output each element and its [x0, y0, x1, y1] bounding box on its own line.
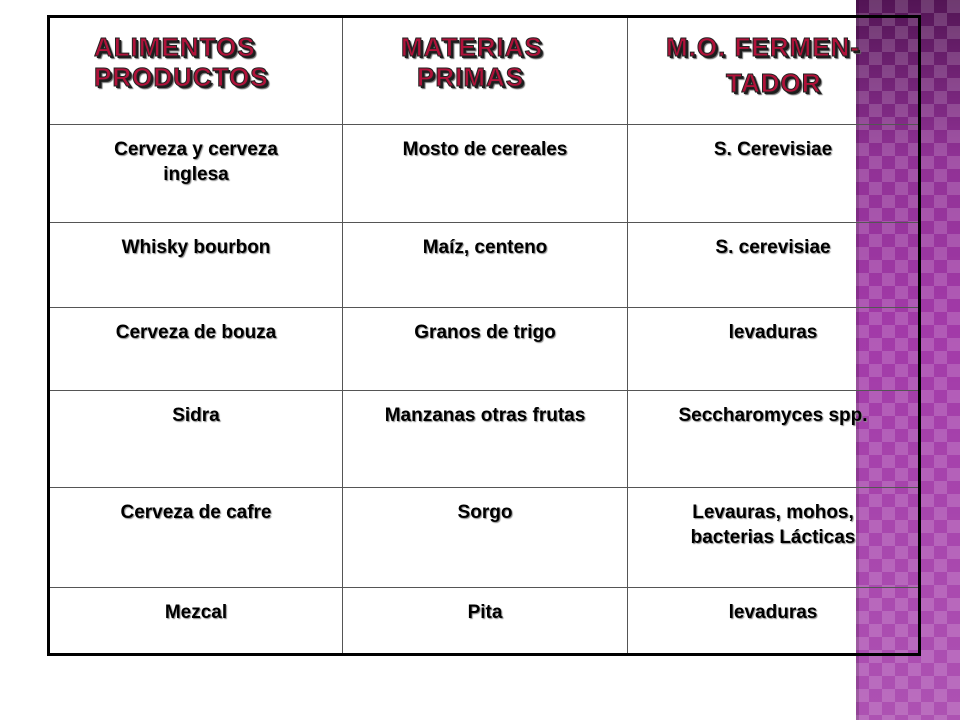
table-cell: Cerveza de bouza [49, 308, 343, 391]
table-cell: Cerveza y cerveza inglesa [49, 125, 343, 223]
header-line: MATERIAS [401, 32, 543, 62]
header-cell-alimentos [49, 17, 343, 125]
table-cell: Seccharomyces spp. [628, 391, 920, 488]
table-cell: Mosto de cereales [343, 125, 628, 223]
header-line: PRIMAS [417, 62, 525, 92]
table-cell: Cerveza de cafre [49, 488, 343, 588]
table-cell: S. cerevisiae [628, 223, 920, 308]
table-cell: Whisky bourbon [49, 223, 343, 308]
header-line: ALIMENTOS [94, 32, 256, 62]
table-cell: Manzanas otras frutas [343, 391, 628, 488]
header-line: TADOR [726, 68, 822, 98]
table-cell: Granos de trigo [343, 308, 628, 391]
table-row [49, 223, 920, 308]
table-cell: Mezcal [49, 588, 343, 655]
table-row [49, 308, 920, 391]
header-cell-mo-fermentador [628, 17, 920, 125]
table-cell: levaduras [628, 308, 920, 391]
table-row [49, 125, 920, 223]
header-cell-materias [343, 17, 628, 125]
table-cell: S. Cerevisiae [628, 125, 920, 223]
table-cell: Sorgo [343, 488, 628, 588]
table-cell: Pita [343, 588, 628, 655]
table-row [49, 588, 920, 655]
header-line: PRODUCTOS [94, 62, 269, 92]
table-cell: Levauras, mohos, bacterias Lácticas [628, 488, 920, 588]
table-cell: Sidra [49, 391, 343, 488]
table-cell: Maíz, centeno [343, 223, 628, 308]
header-line: M.O. FERMEN- [666, 32, 860, 62]
fermentation-table [47, 15, 921, 656]
table-row [49, 391, 920, 488]
table-header-row [49, 17, 920, 125]
table-row [49, 488, 920, 588]
table-cell: levaduras [628, 588, 920, 655]
